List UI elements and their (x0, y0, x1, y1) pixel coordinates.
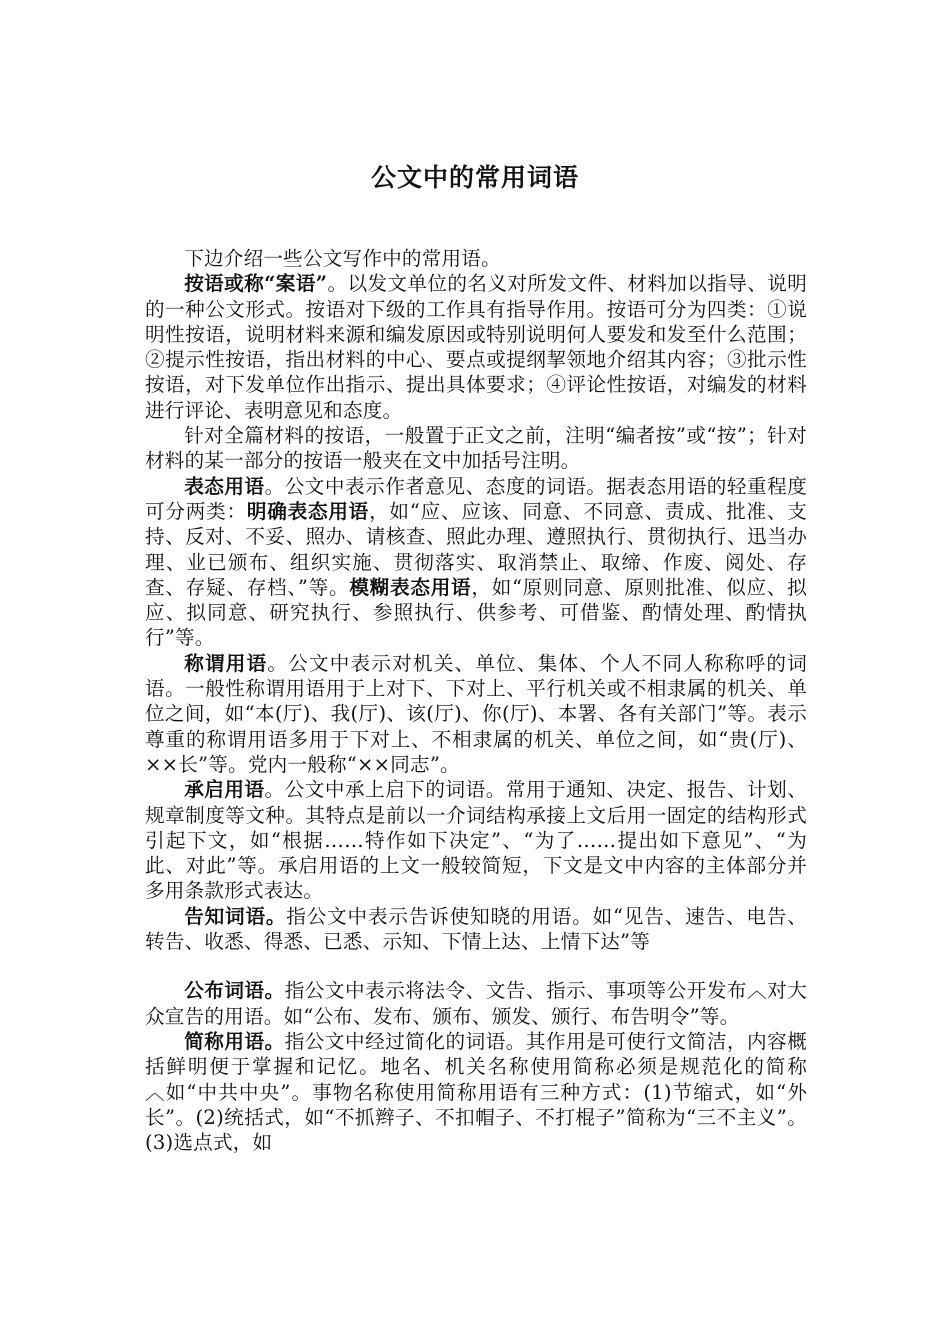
gongbu-term: 公布词语。 (184, 979, 285, 1003)
paragraph-gap (145, 954, 807, 978)
biaotai-text-2: ，如“应、应该、同意、不同意、责成、批准、支持、反对、不妥、照办、请核查、照此办理、遵照执行、贯彻执行、迅当办理、业已颁布、组织实施、贯彻落实、取消禁止、取缔、作废、阅处、存查、存疑、存档、”等。 (145, 499, 808, 599)
document-title: 公文中的常用词语 (370, 163, 579, 192)
gaozhi-paragraph (145, 904, 807, 955)
anyu-text: 。以发文单位的名义对所发文件、材料加以指导、说明的一种公文形式。按语对下级的工作具有指导作用。按语可分为四类：①说明性按语，说明材料来源和编发原因或特别说明何人要发和发至什么范围；②提示性按语，指出材料的中心、要点或提纲挈领地介绍其内容；③批示性按语，对下发单位作出指示、提出具体要求；④评论性按语，对编发的材料进行评论、表明意见和态度。 (145, 272, 807, 422)
gaozhi-text: 指公文中表示告诉使知晓的用语。如“见告、速告、电告、转告、收悉、得悉、已悉、示知、下情上达、上情下达”等 (145, 904, 808, 954)
gaozhi-term: 告知词语。 (184, 904, 287, 928)
explicit-stance-term: 明确表态用语 (246, 499, 370, 523)
anyu-term: 按语或称“案语” (184, 272, 328, 296)
biaotai-term: 表态用语 (184, 474, 265, 498)
vague-stance-term: 模糊表态用语 (349, 575, 472, 599)
chengwei-term: 称谓用语 (184, 651, 268, 675)
anyu-position-text: 针对全篇材料的按语，一般置于正文之前，注明“编者按”或“按”；针对材料的某一部分的按语一般夹在文中加括号注明。 (145, 424, 807, 473)
document-body (145, 246, 807, 1155)
jiancheng-text: 指公文中经过简化的词语。其作用是可使行文简洁，内容概括鲜明便于掌握和记忆。地名、机关名称使用简称必须是规范化的简称︿如“中共中央”。事物名称使用简称用语有三种方式：(1)节缩式，如“外长”。(2)统括式，如“不抓辫子、不扣帽子、不打棍子”简称为“三不主义”。(3)选点式，如 (145, 1029, 808, 1155)
biaotai-text-3: ，如“原则同意、原则批准、似应、拟应、拟同意、研究执行、参照执行、供参考、可借鉴、酌情处理、酌情执行”等。 (145, 575, 807, 650)
jiancheng-term: 简称用语。 (184, 1029, 285, 1053)
anyu-position-paragraph (145, 423, 807, 474)
chengqi-paragraph (145, 777, 807, 903)
gongbu-text: 指公文中表示将法令、文告、指示、事项等公开发布︿对大众宣告的用语。如“公布、发布、颁布、颁发、颁行、布告明令”等。 (145, 979, 808, 1028)
chengwei-paragraph (145, 651, 807, 777)
intro-paragraph (145, 246, 807, 271)
gongbu-paragraph (145, 978, 807, 1029)
chengqi-term: 承启用语 (184, 778, 265, 802)
anyu-paragraph (145, 271, 807, 423)
chengqi-text: 。公文中承上启下的词语。常用于通知、决定、报告、计划、规章制度等文种。其特点是前以一介词结构承接上文后用一固定的结构形式引起下文，如“根据……特作如下决定”、“为了……提出如下意见”、“为此、对此”等。承启用语的上文一般较简短，下文是文中内容的主体部分并多用条款形式表达。 (145, 778, 807, 903)
biaotai-text-1: 。公文中表示作者意见、态度的词语。据表态用语的轻重程度可分两类： (145, 474, 807, 523)
chengwei-text: 。公文中表示对机关、单位、集体、个人不同人称称呼的词语。一般性称谓用语用于上对下、下对上、平行机关或不相隶属的机关、单位之间，如“本(厅)、我(厅)、该(厅)、你(厅)、本署、各有关部门”等。表示尊重的称谓用语多用于下对上、不相隶属的机关、单位之间，如“贵(厅)、××长”等。党内一般称“××同志”。 (145, 651, 807, 776)
intro-text: 下边介绍一些公文写作中的常用语。 (184, 247, 501, 270)
biaotai-paragraph (145, 474, 807, 651)
jiancheng-paragraph (145, 1029, 807, 1155)
